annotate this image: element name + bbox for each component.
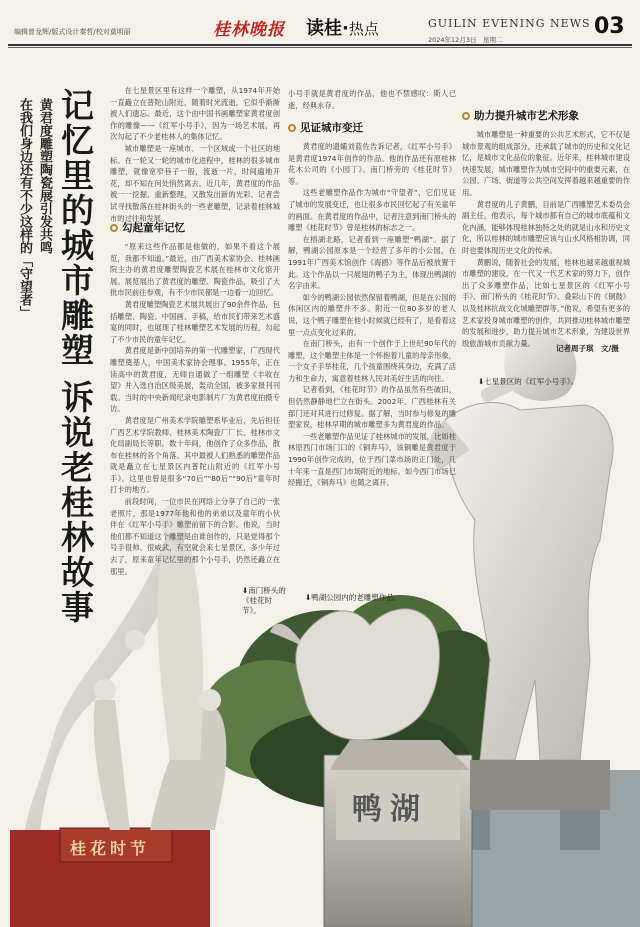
arrow-down-icon: ⬇ — [242, 586, 249, 595]
section-heading-text: 勾起童年记忆 — [122, 222, 185, 234]
english-name: GUILIN EVENING NEWS — [428, 17, 591, 30]
section-paragraph: 一些老雕塑作品见证了桂林城市的发展，比如桂林原西门市场门口的《铜奔马》，该铜雕是黄君度于1990年创作完成的，位于西门菜市场的正门处，几十年来一直是西门市场附近的地标。如今西门市场已经搬迁，《铜奔马》也随之离开。 — [288, 431, 456, 488]
intro-paragraph: 在七星景区里有这样一个雕塑，从1974年开始一直矗立在普陀山附近，随着时光流逝，它似乎渐渐被人们遗忘。最近，这个由中国书画雕塑家黄君度创作的雕像——《红军小号手》，因为一场艺术展，再次勾起了不少老桂林人的集体记忆。 — [110, 86, 280, 142]
lead-paragraph: 小号手就是黄君度的作品，他也不禁感叹：斯人已逝，经典永存。 — [288, 89, 456, 110]
stone-inscription: 鸭湖 — [352, 792, 428, 827]
section-paragraph: 这些老雕塑作品作为城市“守望者”，它们见证了城市的发展变迁，也让很多市民回忆起了有关童年的画面。在黄君度的作品中，记者注意到南门桥头的雕塑《桂花时节》曾是桂林的标志之一。 — [288, 188, 456, 233]
column-title — [306, 14, 379, 40]
section-paragraph: 城市雕塑是一种重要的公共艺术形式，它不仅是城市景观的组成部分，还承载了城市的历史和文化记忆，是城市文化品位的象征。近年来，桂林城市建设快速发展，城市雕塑作为城市空间中的重要元素，在公园、广场、街道等公共空间发挥着越来越重要的作用。 — [462, 130, 630, 197]
section-bullet-icon — [110, 224, 118, 232]
newspaper-header — [0, 0, 640, 44]
section-paragraph: 黄君度是新中国培养的第一代雕塑家，广西现代雕塑奠基人，中国美术家协会理事。1955年，正在读高中的黄君度，无师自通做了一组雕塑《丰收在望》并入选自治区级美展，轰动全国，被多家报刊刊载。当时的中央新闻纪录电影制片厂为黄君度拍摄专访。 — [110, 346, 280, 414]
section-heading-2 — [288, 120, 363, 135]
section-paragraph: “原来这些作品都是他做的，如果不看这个展览，我都不知道。”最近，由广西美术家协会、桂林画院主办的黄君度雕塑陶瓷艺术展在桂林市文化馆开展。展览展出了黄君度的雕塑、陶瓷作品，吸引了大批市民前往参观，有不少市民都是一边看一边回忆。 — [110, 242, 280, 298]
section-paragraph: 前段时间，一位市民在网络上分享了自己的一张老照片，那是1977年他和他的弟弟以及童年的小伙伴在《红军小号手》雕塑前留下的合影。他说，当时他们都不知道这个雕塑是由谁创作的，只是觉得那个号手很帅、很威武，有空就会来七星景区，多少年过去了，原来童年记忆里的那个小号手，仍然还矗立在那里。 — [110, 497, 280, 576]
issue-date: 2024年12月3日 星期二 — [428, 36, 503, 44]
article-title-1: 记忆里的城市雕塑 — [56, 88, 95, 368]
caption-left: ⬇南门桥头的《桂花时节》。 — [242, 586, 286, 615]
header-rule-thin — [8, 47, 632, 48]
column-dot: · — [342, 18, 349, 39]
newspaper-logo: 桂林晚报 — [213, 20, 285, 40]
intro-text — [110, 85, 280, 223]
author-credit: 记者周子琪 文/摄 — [556, 344, 619, 353]
section-paragraph: 黄君度的遗孀刘蓝佐告诉记者，《红军小号手》是黄君度1974年创作的作品。他的作品还有原桂林花木公司的《小园丁》、南门桥旁的《桂花时节》等。 — [288, 142, 456, 186]
section-heading-3 — [462, 108, 579, 123]
article-subtitle-2: 在我们身边还有不少这样的「守望者」 — [17, 98, 32, 319]
section-heading-text: 见证城市变迁 — [300, 122, 363, 134]
header-rule — [8, 44, 632, 46]
arrow-down-icon: ⬇ — [305, 593, 312, 602]
caption-center: ⬇鸭湖公园内的老雕塑作品。 — [305, 593, 402, 602]
section-paragraph: 黄君度雕塑陶瓷艺术展共展出了90余件作品，包括雕塑、陶瓷、中国画、手稿，给市民们带来艺术盛宴的同时，也展现了桂林雕塑艺术发展的历程，勾起了不少市民的童年记忆。 — [110, 299, 280, 344]
column-sub: 热点 — [348, 20, 379, 38]
section-1-body — [110, 241, 280, 606]
section-paragraph: 在南门桥头，由有一个创作于上世纪90年代的雕塑，这个雕塑主体是一个怀抱着儿童的母亲形象，一个女子手举桂花，几个孩童围绕其身边，充满了活力和生命力，寓意着桂林人民对美好生活的向往。 — [288, 339, 456, 383]
section-paragraph: 如今的鸭湖公园依然保留着鸭湖，但是在公园的休闲区内的雕塑并不多。附近一位80多岁的老人说，这个鸭子雕塑在他小时候就已经有了，是看着这里一点点变化过来的。 — [288, 292, 456, 337]
section-paragraph: 黄君度是广州美术学院雕塑系毕业后，先后担任广西艺术学院教师、桂林美术陶瓷厂厂长、桂林市文化局副局长等职。数十年间，他创作了众多作品，散布在桂林的各个角落。其中最被人们熟悉的雕塑作品就是矗立在七星景区内普陀山附近的《红军小号手》。这里也曾是很多“70后”“80后”“90后”童年时打卡的地方。 — [110, 415, 280, 495]
plaque-label: 桂花时节 — [70, 839, 151, 858]
section-paragraph: 黄君度的儿子黄鹏，目前是广西雕塑艺术委员会副主任，他表示，每个城市都有自己的城市底蕴和文化内涵，能够体现桂林独特之处的就是山水和历史文化，所以桂林的城市雕塑应该与山水风格相协调，同时也要体现历史文化的传承。 — [462, 199, 630, 255]
section-heading-text: 助力提升城市艺术形象 — [474, 110, 579, 122]
editor-credits: 编辑曾龙辉/版式设计秦哲/校对莫明丽 — [14, 28, 131, 36]
section-3-body — [462, 129, 630, 348]
intro-paragraph: 城市雕塑是一座城市、一个区域或一个社区的地标。在一轮又一轮的城市化进程中，桂林的很多城市雕塑，就像宽窄巷子一般，流逝一片，时间遍地开花，却不知在何处悄然离去。近几年，黄君度的作品被一一挖掘、重新整理，又散发出新的光彩。记者尝试寻找散落在桂林街头的一些老雕塑，记录着桂林城市的过往和发展。 — [110, 143, 280, 223]
page-number: 03 — [594, 14, 625, 39]
section-2-body — [288, 141, 456, 579]
article-subtitle-1: 黄君度雕塑陶瓷展引发共鸣 — [37, 98, 52, 254]
column-2-lead — [288, 88, 456, 112]
section-bullet-icon — [288, 124, 296, 132]
column-main: 读桂 — [306, 18, 342, 39]
section-paragraph: 黄鹏说，随着社会的发展，桂林也越来越重视城市雕塑的建设，在一代又一代艺术家的努力下，创作出了众多雕塑作品，比如七星景区的《红军小号手》、南门桥头的《桂花时节》、叠彩山下的《铜鼓》以及桂林抗战文化城雕塑群等。”他说，希望有更多的艺术家投身城市雕塑的创作，共同推动桂林城市雕塑的发展和进步，助力提升城市艺术形象，为建设世界级旅游城市贡献力量。 — [462, 257, 630, 348]
arrow-down-icon: ⬇ — [478, 377, 485, 386]
section-bullet-icon — [462, 112, 470, 120]
article-title-2: 诉说老桂林故事 — [56, 380, 95, 625]
caption-right: ⬇七星景区的《红军小号手》。 — [478, 377, 579, 386]
section-heading-1 — [110, 220, 185, 235]
section-paragraph: 在榕湖北路，记者看到一座雕塑“鸭湖”。据了解，鸭湖公园原本是一个经营了多年的小公园，在1991年广西美术馆创作《海鸥》等作品后被放置于此。这个作品以一只展翅的鸭子为主，体现出鸭湖的名字由来。 — [288, 234, 456, 291]
section-paragraph: 记者看到，《桂花时节》的作品虽然有些破旧，但仍然静静地伫立在街头。2002年，广西桂林有关部门还对其进行过修复。据了解，当时参与修复的雕塑家说，桂林早期的城市雕塑多为黄君度的作品。 — [288, 385, 456, 430]
